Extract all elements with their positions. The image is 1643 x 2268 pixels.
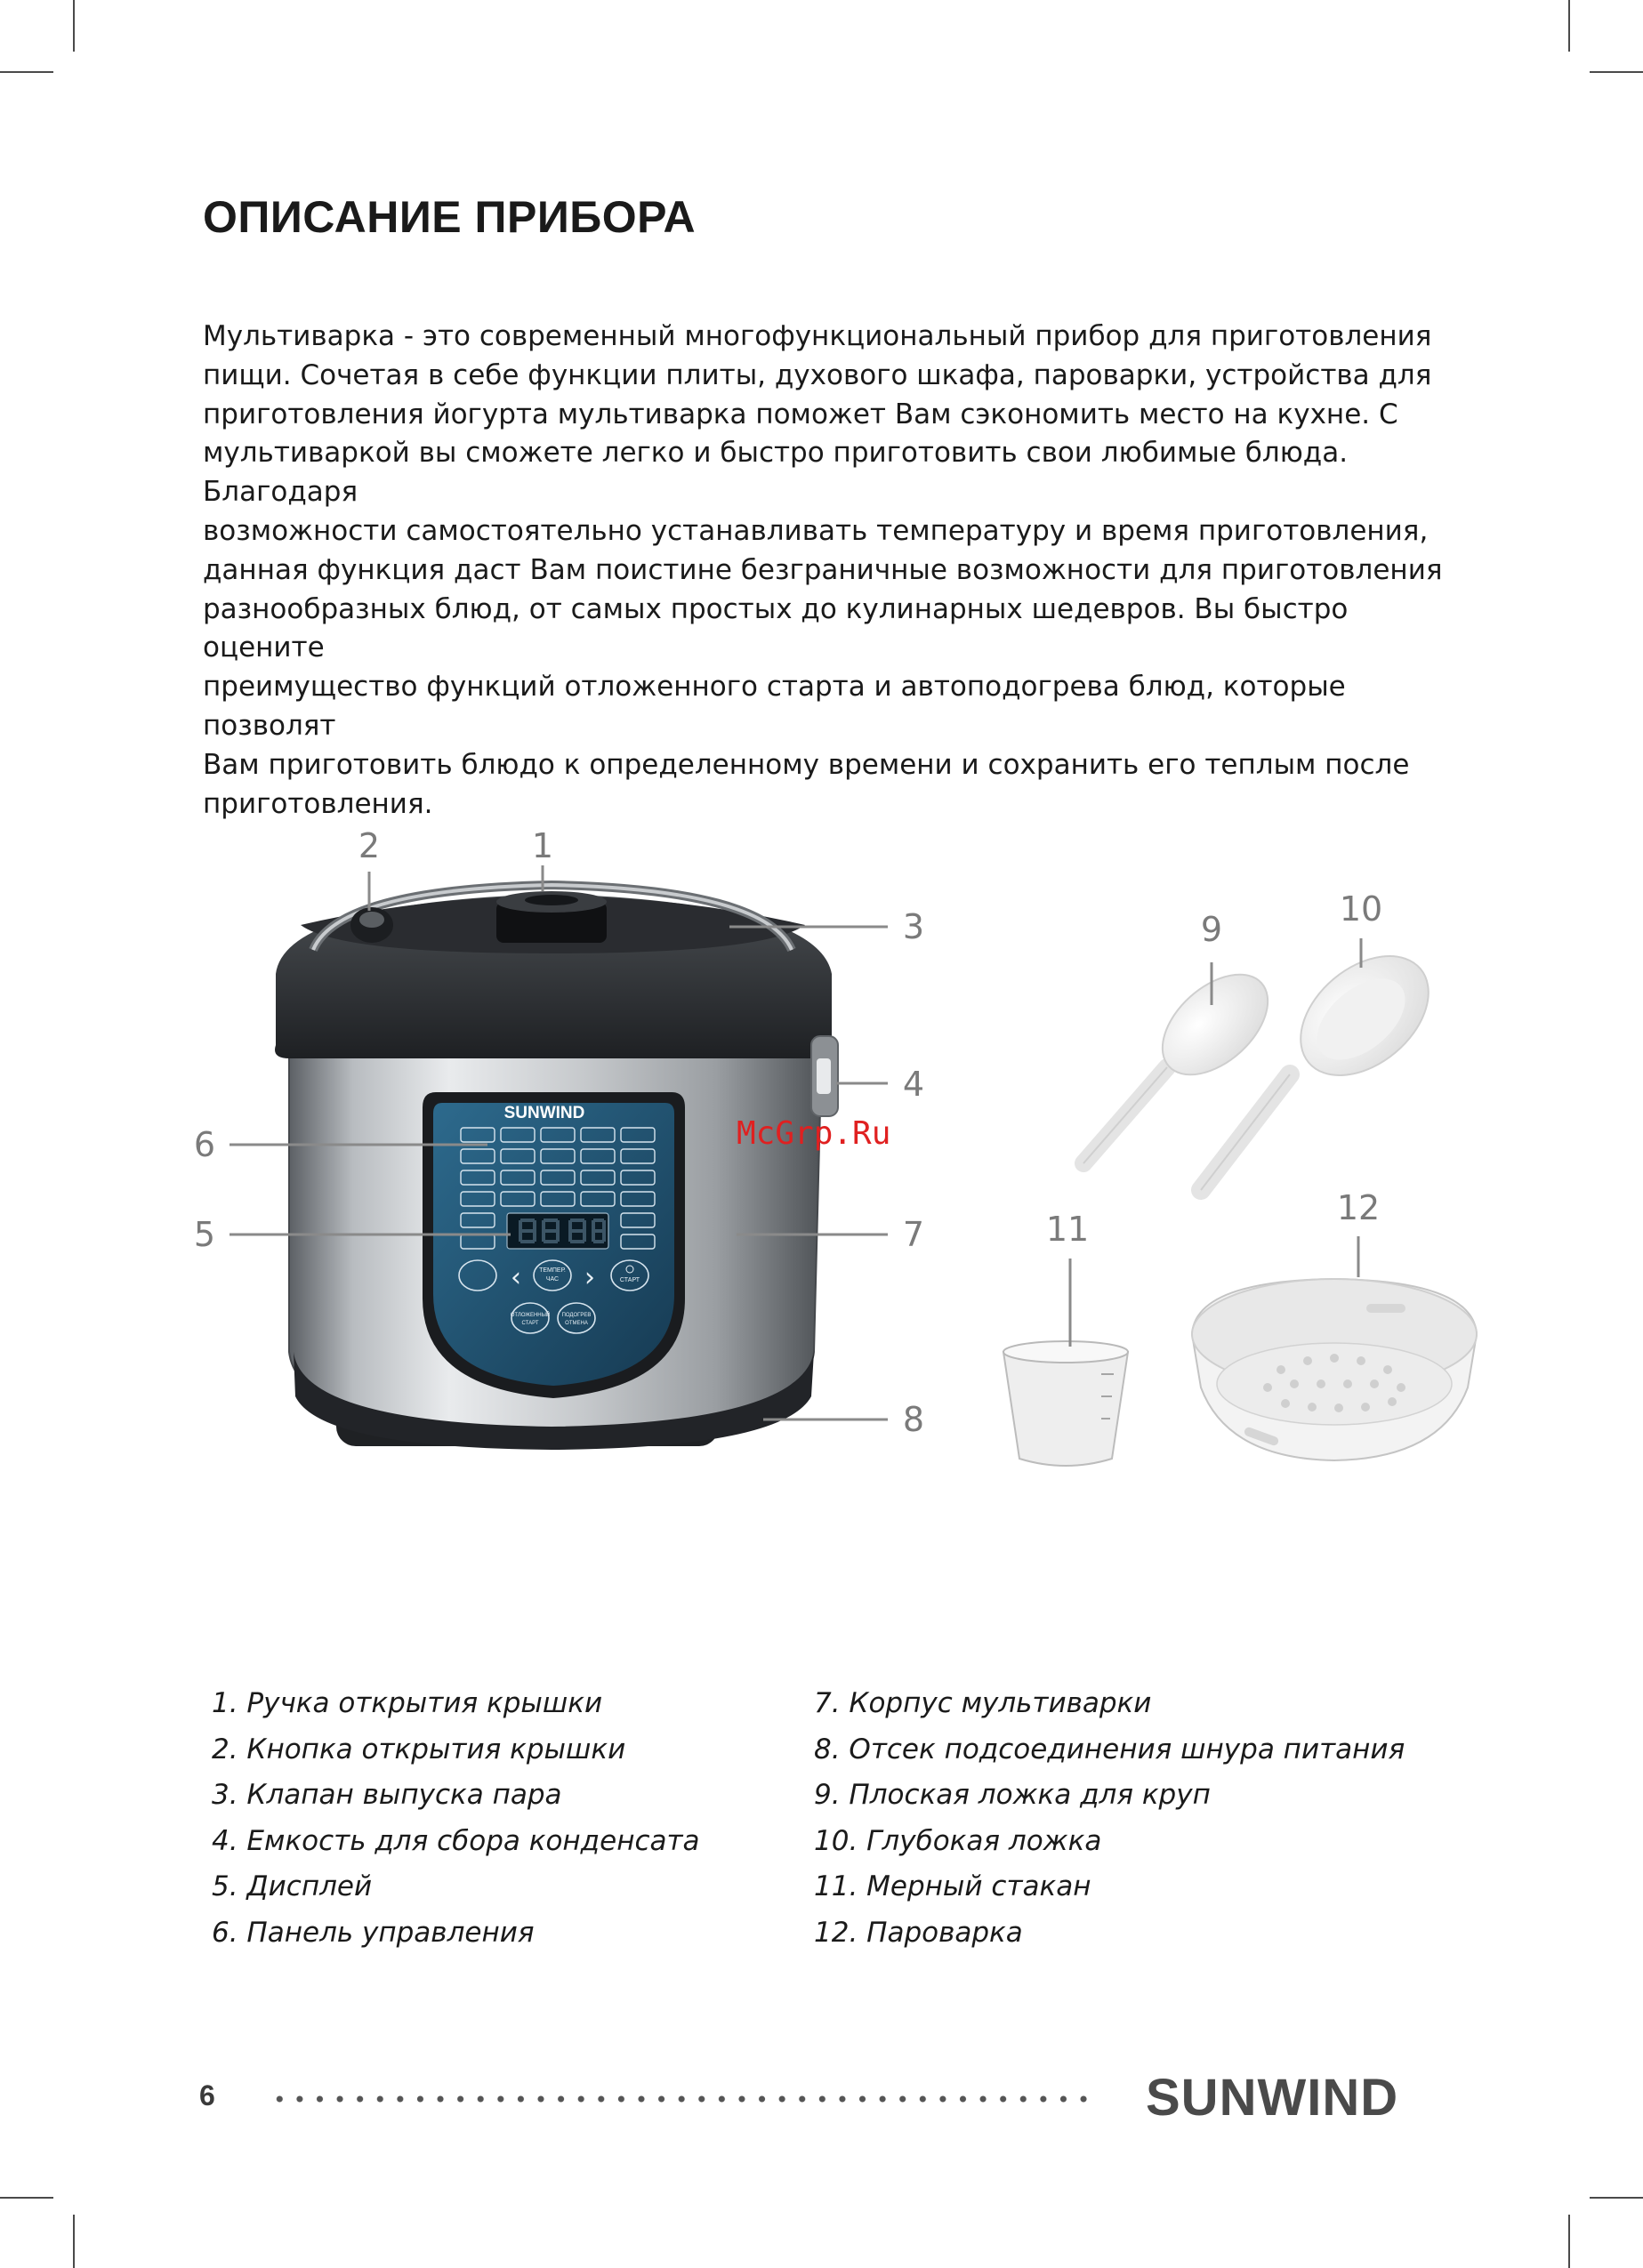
intro-line: Мультиварка - это современный многофункциональный прибор для приготовления: [203, 320, 1432, 352]
intro-line: преимущество функций отложенного старта и автоподогрева блюд, которые позволят: [203, 671, 1346, 742]
intro-line: возможности самостоятельно устанавливать температуру и время приготовления,: [203, 514, 1429, 547]
legend-item: 9. Плоская ложка для круп: [814, 1779, 1211, 1811]
intro-line: пищи. Сочетая в себе функции плиты, духового шкафа, пароварки, устройства для: [203, 358, 1432, 391]
callout-1: 1: [531, 826, 554, 865]
crop-mark: [0, 2197, 53, 2199]
callout-9: 9: [1200, 910, 1223, 949]
legend-item: 3. Клапан выпуска пара: [212, 1779, 562, 1811]
page-title: ОПИСАНИЕ ПРИБОРА: [203, 192, 697, 242]
crop-mark: [1590, 2197, 1643, 2199]
page-number: 6: [199, 2079, 215, 2111]
callout-11: 11: [1045, 1210, 1090, 1249]
crop-mark: [73, 2215, 75, 2268]
intro-line: данная функция даст Вам поистине безграничные возможности для приготовления: [203, 553, 1443, 586]
legend-item: 1. Ручка открытия крышки: [212, 1687, 603, 1719]
footer-brand-logo: SUNWIND: [1146, 2069, 1399, 2127]
callout-10: 10: [1339, 889, 1383, 929]
legend-item: 5. Дисплей: [212, 1870, 373, 1902]
callout-4: 4: [902, 1065, 925, 1104]
crop-mark: [1590, 71, 1643, 73]
legend-item: 7. Корпус мультиварки: [814, 1687, 1152, 1719]
legend-item: 4. Емкость для сбора конденсата: [212, 1824, 700, 1857]
steamer-basket: [1192, 1279, 1477, 1460]
crop-mark: [1568, 0, 1570, 52]
crop-mark: [73, 0, 75, 52]
legend-item: 6. Панель управления: [212, 1916, 535, 1949]
callout-8: 8: [902, 1400, 925, 1439]
legend-right: [814, 1681, 1405, 1956]
callout-7: 7: [902, 1215, 925, 1254]
legend-item: 8. Отсек подсоединения шнура питания: [814, 1733, 1405, 1765]
intro-line: Вам приготовить блюдо к определенному времени и сохранить его теплым после: [203, 748, 1410, 781]
crop-mark: [0, 71, 53, 73]
legend-item: 11. Мерный стакан: [814, 1870, 1091, 1902]
callout-2: 2: [358, 826, 381, 865]
svg-text:›: ›: [584, 1262, 595, 1293]
intro-line: приготовления йогурта мультиварка поможет Вам сэкономить место на кухне. С: [203, 398, 1398, 430]
delay-button-label: СТАРТ: [521, 1321, 539, 1326]
panel-brand: SUNWIND: [503, 1104, 585, 1122]
cancel-button-label: ОТМЕНА: [565, 1321, 588, 1326]
callout-5: 5: [193, 1215, 216, 1254]
legend-item: 10. Глубокая ложка: [814, 1824, 1102, 1857]
legend-left: [212, 1681, 700, 1956]
start-button-label: СТАРТ: [619, 1277, 640, 1283]
legend-item: 2. Кнопка открытия крышки: [212, 1733, 626, 1765]
svg-text:‹: ‹: [511, 1262, 521, 1293]
callout-6: 6: [193, 1125, 216, 1164]
multicooker: [275, 885, 838, 1450]
delay-button-label: ОТЛОЖЕННЫЙ: [510, 1313, 551, 1318]
intro-line: мультиваркой вы сможете легко и быстро приготовить свои любимые блюда. Благодаря: [203, 437, 1349, 509]
intro-line: разнообразных блюд, от самых простых до кулинарных шедевров. Вы быстро оцените: [203, 592, 1349, 664]
measuring-cup: [1003, 1341, 1128, 1466]
watermark: McGrp.Ru: [737, 1115, 891, 1152]
callout-12: 12: [1336, 1188, 1381, 1227]
intro-paragraph: [203, 318, 1466, 824]
intro-line: приготовления.: [203, 787, 433, 820]
device-diagram: [0, 800, 1643, 1512]
deep-ladle: [1201, 932, 1452, 1190]
temp-button-label: ТЕМПЕР.: [539, 1267, 566, 1274]
legend-item: 12. Пароварка: [814, 1916, 1023, 1949]
footer-dotted-leader: [270, 2095, 1097, 2103]
callout-3: 3: [902, 907, 925, 946]
crop-mark: [1568, 2215, 1570, 2268]
time-button-label: ЧАС: [545, 1276, 560, 1283]
cancel-button-label: ПОДОГРЕВ: [561, 1313, 592, 1318]
